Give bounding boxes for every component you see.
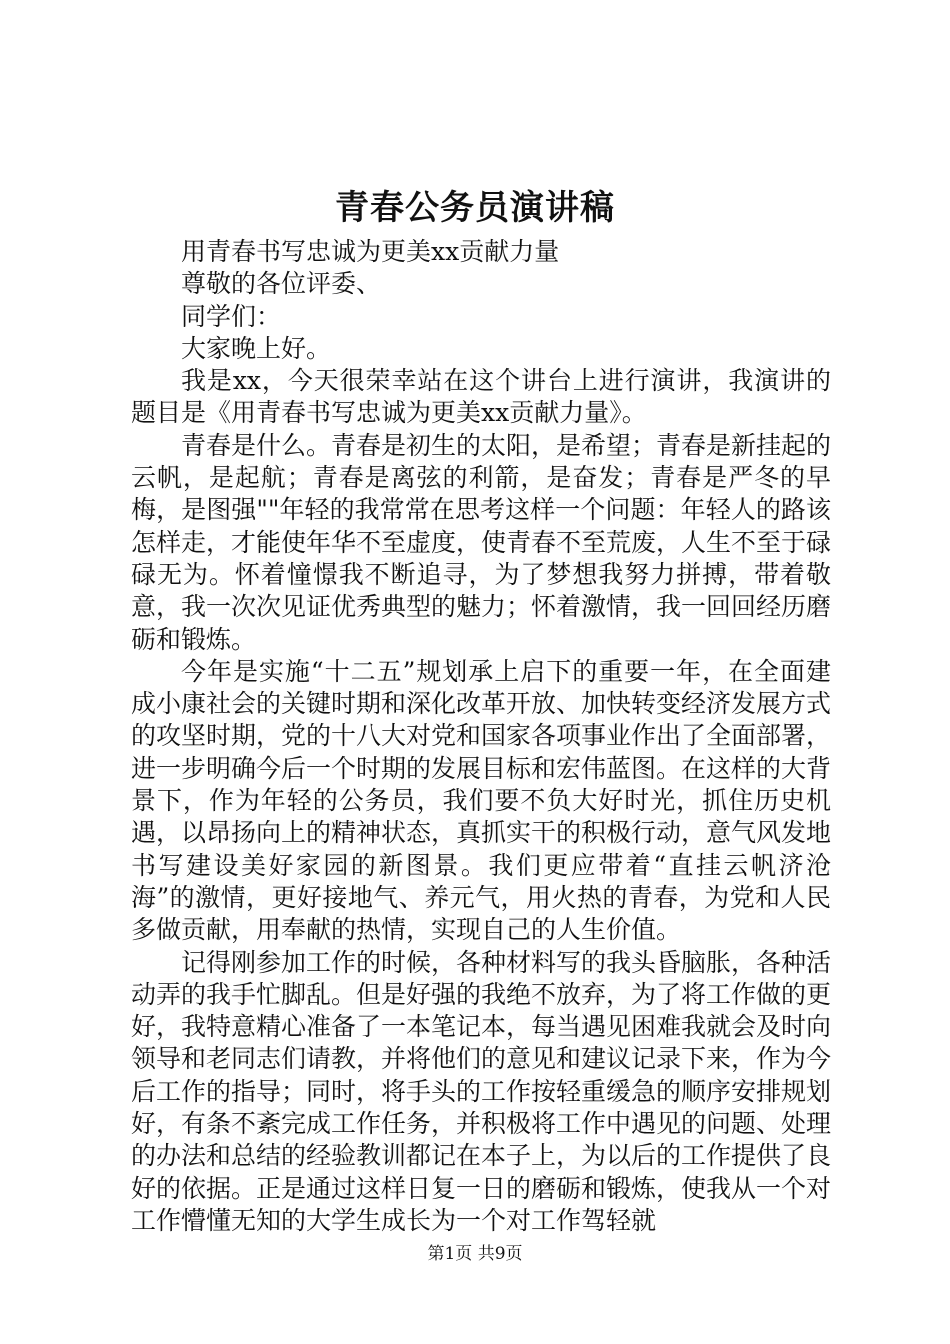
paragraph-greeting: 大家晚上好。 [181,333,332,363]
paragraph-salutation-students: 同学们： [181,301,282,331]
page-footer: 第1页 共9页 [427,1244,523,1264]
paragraph-introduction: 我是xx，今天很荣幸站在这个讲台上进行演讲，我演讲的题目是《用青春书写忠诚为更美xx贡献力量》。 [131,366,831,428]
document-body [131,236,831,1237]
document-title: 青春公务员演讲稿 [335,188,615,228]
paragraph-youth: 青春是什么。青春是初生的太阳，是希望；青春是新挂起的云帆，是起航；青春是离弦的利箭，是奋发；青春是严冬的早梅，是图强""年轻的我常常在思考这样一个问题：年轻人的路该怎样走，才能使年华不至虚度，使青春不至荒废，人生不至于碌碌无为。怀着憧憬我不断追寻，为了梦想我努力拼搏，带着敬意，我一次次见证优秀典型的魅力；怀着激情，我一回回经历磨砺和锻炼。 [131,430,832,654]
paragraph-experience: 记得刚参加工作的时候，各种材料写的我头昏脑胀，各种活动弄的我手忙脚乱。但是好强的我绝不放弃，为了将工作做的更好，我特意精心准备了一本笔记本，每当遇见困难我就会及时向领导和老同志们请教，并将他们的意见和建议记录下来，作为今后工作的指导；同时，将手头的工作按轻重缓急的顺序安排规划好，有条不紊完成工作任务，并积极将工作中遇见的问题、处理的办法和总结的经验教训都记在本子上，为以后的工作提供了良好的依据。正是通过这样日复一日的磨砺和锻炼，使我从一个对工作懵懂无知的大学生成长为一个对工作驾轻就 [131,947,832,1235]
paragraph-salutation: 尊敬的各位评委、 [181,269,382,299]
paragraph-subtitle: 用青春书写忠诚为更美xx贡献力量 [181,237,560,266]
paragraph-plan: 今年是实施“十二五”规划承上启下的重要一年，在全面建成小康社会的关键时期和深化改革开放、加快转变经济发展方式的攻坚时期，党的十八大对党和国家各项事业作出了全面部署，进一步明确今后一个时期的发展目标和宏伟蓝图。在这样的大背景下，作为年轻的公务员，我们要不负大好时光，抓住历史机遇，以昂扬向上的精神状态，真抓实干的积极行动，意气风发地书写建设美好家园的新图景。我们更应带着“直挂云帆济沧海”的激情，更好接地气、养元气，用火热的青春，为党和人民多做贡献，用奉献的热情，实现自己的人生价值。 [131,656,832,945]
